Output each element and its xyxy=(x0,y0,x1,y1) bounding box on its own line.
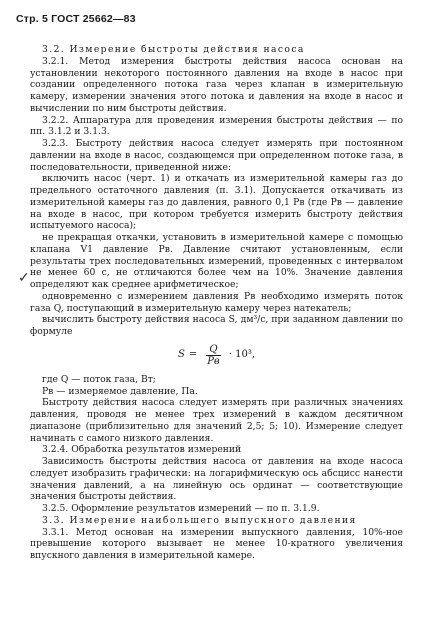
section-heading: 3.2. Измерение быстроты действия насоса xyxy=(42,44,305,55)
paragraph: Pв — измеряемое давление, Па. xyxy=(42,385,198,397)
page-header: Стр. 5 ГОСТ 25662—83 xyxy=(16,13,136,25)
body-section-after-formula xyxy=(30,374,403,562)
paragraph: не прекращая откачки, установить в измерительной камере с помощью клапана V1 давление Pв. Давление считают установленным, если результаты трех последовательных измерений, проведенных с интервалом не менее 60 с, не отличаются более чем на 10%. Значение давления определяют как среднее арифметическое; xyxy=(30,232,403,290)
paragraph: включить насос (черт. 1) и откачать из измерительной камеры газ до предельного остаточного давления (п. 3.1). Допускается откачивать из измерительной камеры газ до давления, равного 0,1 Pв (где Pв — давление на входе в насос, при котором требуется измерить быстроту действия испытуемого насоса); xyxy=(30,173,403,232)
formula-numerator: Q xyxy=(206,344,220,356)
formula-fraction xyxy=(204,344,223,367)
paragraph: одновременно с измерением давления Pв необходимо измерять поток газа Q, поступающий в измерительную камеру через натекатель; xyxy=(30,290,403,314)
paragraph: где Q — поток газа, Вт; xyxy=(42,373,156,385)
document-body xyxy=(30,44,403,562)
formula-equals: = xyxy=(188,349,198,361)
paragraph: 3.3.1. Метод основан на измерении выпускного давления, 10%-ное превышение которого вызывает не менее 10-кратного увеличения впускного давления в измерительной камере. xyxy=(30,526,403,561)
paragraph: 3.2.5. Оформление результатов измерений — по п. 3.1.9. xyxy=(42,503,320,514)
paragraph: 3.2.3. Быстроту действия насоса следует измерять при постоянном давлении на входе в насос, создающемся при определенном потоке газа, в последовательности, приведенной ниже: xyxy=(30,138,403,173)
paragraph: 3.2.2. Аппаратура для проведения измерения быстроты действия — по пп. 3.1.2 и 3.1.3. xyxy=(30,114,403,138)
formula-tail: · 10³, xyxy=(228,349,256,361)
paragraph: 3.2.4. Обработка результатов измерений xyxy=(42,444,242,456)
formula-denominator: Pв xyxy=(207,355,220,367)
margin-mark: ✓ xyxy=(18,270,30,286)
formula-lhs: S xyxy=(177,349,185,361)
paragraph: вычислить быстроту действия насоса S, дм³/с, при заданном давлении по формуле xyxy=(30,314,403,337)
formula xyxy=(30,344,403,367)
paragraph: 3.2.1. Метод измерения быстроты действия насоса основан на установлении некоторого постоянного давления на входе в насос при создании определенного потока газа через клапан в измерительную камеру, измерении значения этого потока и давления на входе в насос и вычислении по ним быстроты действия. xyxy=(30,55,403,114)
section-heading: 3.3. Измерение наибольшего выпускного давления xyxy=(42,514,357,526)
paragraph: Быстроту действия насоса следует измерять при различных значениях давления, проводя не менее трех измерений в каждом десятичном диапазоне (приблизительно для значений 2,5; 5; 10). Измерение следует начинать с самого низкого давления. xyxy=(30,397,403,444)
body-section-before-formula xyxy=(30,44,403,338)
paragraph: Зависимость быстроты действия насоса от давления на входе насоса следует изобразить графически: на логарифмическую ось абсцисс нанести значения давлений, а на линейную ось ординат — соответствующие значения быстроты действия. xyxy=(30,456,403,503)
